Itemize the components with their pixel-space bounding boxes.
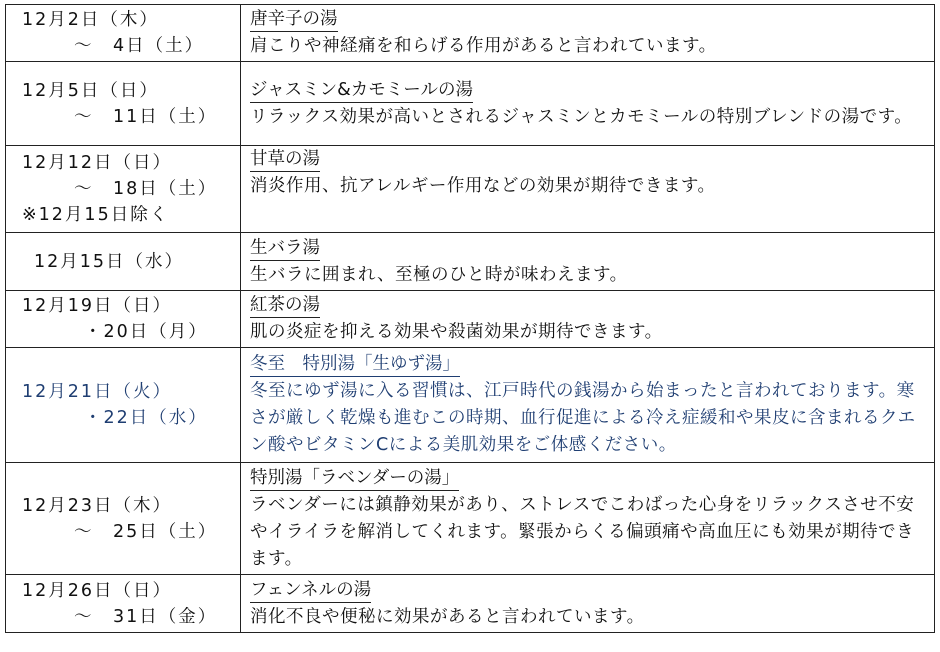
bath-title: フェンネルの湯 [250,579,371,603]
description-cell [241,146,935,233]
date-start: 12月2日（木） [22,10,159,30]
description-cell [241,233,935,291]
date-cell [6,62,241,146]
date-single: 12月15日（水） [34,251,185,272]
bath-description: リラックス効果が高いとされるジャスミンとカモミールの特別ブレンドの湯です。 [250,106,913,127]
schedule-row [6,5,935,62]
date-start: 12月21日（火） [22,382,173,402]
schedule-row [6,233,935,291]
bath-description: 肩こりや神経痛を和らげる作用があると言われています。 [250,36,717,56]
description-cell [241,62,935,146]
date-end: ～ 25日（土） [74,521,218,542]
bath-schedule-table [5,4,935,633]
date-cell [6,575,241,633]
date-end: ・22日（水） [84,408,208,428]
description-cell [241,5,935,62]
date-cell [6,5,241,62]
bath-description: 消炎作用、抗アレルギー作用などの効果が期待できます。 [250,176,716,196]
date-end: ～ 18日（土） [74,179,218,199]
date-note: ※12月15日除く [22,205,170,225]
bath-title: 唐辛子の湯 [250,8,338,32]
bath-title: 冬至 特別湯「生ゆず湯」 [250,353,460,377]
date-end: ～ 11日（土） [74,106,218,127]
bath-description: 消化不良や便秘に効果があると言われています。 [250,606,645,627]
bath-description: 生バラに囲まれ、至極のひと時が味わえます。 [250,264,628,285]
schedule-row [6,62,935,146]
bath-title: 特別湯「ラベンダーの湯」 [250,467,459,491]
bath-title: ジャスミン&カモミールの湯 [250,79,473,103]
date-cell [6,146,241,233]
date-cell [6,291,241,348]
date-end: ・20日（月） [84,322,208,342]
date-start: 12月12日（日） [22,153,173,173]
schedule-row [6,575,935,633]
date-start: 12月19日（日） [22,296,173,316]
date-cell [6,463,241,575]
bath-title: 紅茶の湯 [250,294,320,318]
date-cell [6,233,241,291]
bath-title: 生バラ湯 [250,237,320,261]
description-cell [241,575,935,633]
bath-title: 甘草の湯 [250,148,320,172]
description-cell [241,348,935,463]
date-start: 12月5日（日） [22,80,159,101]
date-cell [6,348,241,463]
date-end: ～ 31日（金） [74,606,218,627]
date-end: ～ 4日（土） [74,36,205,56]
schedule-row [6,463,935,575]
bath-description: 冬至にゆず湯に入る習慣は、江戸時代の銭湯から始まったと言われております。寒さが厳しく乾燥も進むこの時期、血行促進による冷え症緩和や果皮に含まれるクエン酸やビタミンCによる美肌効果をご体感ください。 [250,381,916,455]
date-start: 12月23日（木） [22,495,173,516]
schedule-row [6,291,935,348]
bath-description: 肌の炎症を抑える効果や殺菌効果が期待できます。 [250,322,663,342]
schedule-row-highlight [6,348,935,463]
bath-description: ラベンダーには鎮静効果があり、ストレスでこわばった心身をリラックスさせ不安やイライラを解消してくれます。緊張からくる偏頭痛や高血圧にも効果が期待できます。 [250,494,915,569]
description-cell [241,291,935,348]
schedule-row [6,146,935,233]
description-cell [241,463,935,575]
date-start: 12月26日（日） [22,580,173,601]
